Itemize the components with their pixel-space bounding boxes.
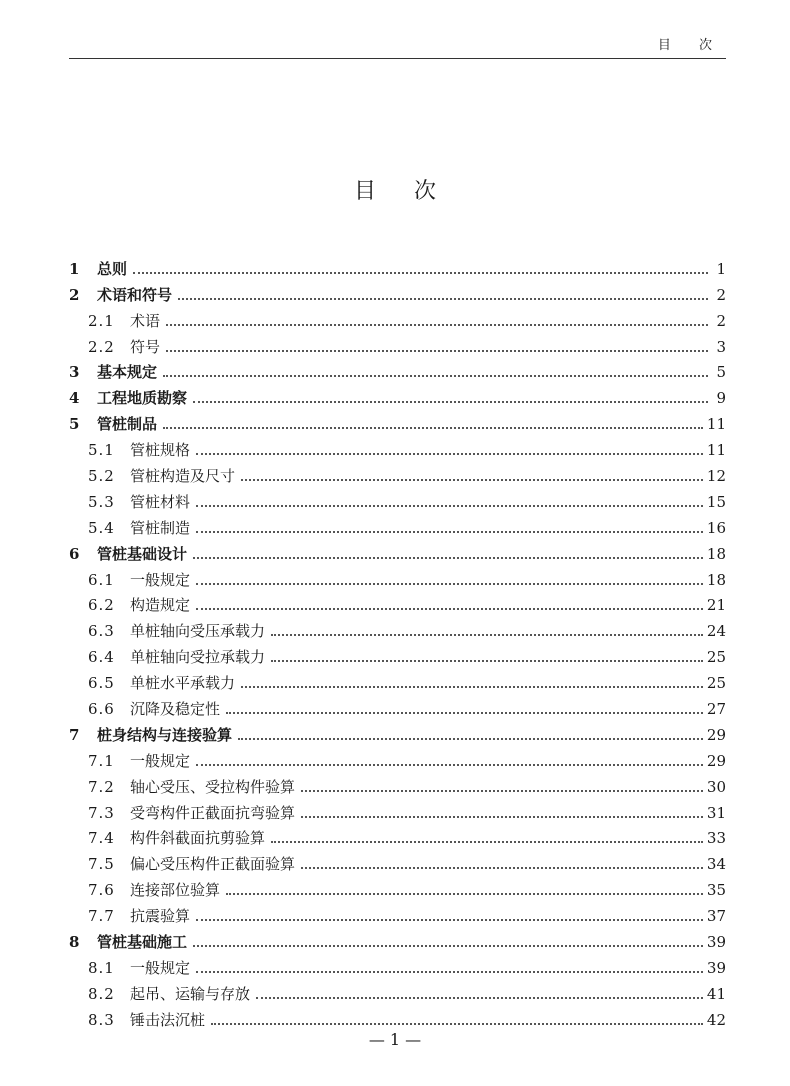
toc-dot-leader — [193, 401, 708, 403]
page-number: — 1 — — [368, 1030, 422, 1049]
toc-dot-leader — [196, 531, 703, 533]
page-title: 目次 — [353, 179, 474, 204]
toc-entry-page: 29 — [706, 751, 726, 770]
toc-section-entry[interactable] — [69, 590, 726, 616]
toc-entry-number: 7.7 — [88, 907, 115, 926]
toc-entry-title: 锤击法沉桩 — [130, 1010, 206, 1029]
toc-dot-leader — [256, 997, 703, 999]
toc-entry-number: 7.6 — [88, 881, 115, 900]
toc-chapter-entry[interactable] — [69, 926, 726, 952]
running-head — [69, 30, 726, 59]
toc-entry-page: 18 — [706, 544, 726, 563]
toc-section-entry[interactable] — [69, 331, 726, 357]
toc-dot-leader — [238, 738, 703, 740]
toc-entry-page: 30 — [706, 777, 726, 796]
toc-section-entry[interactable] — [69, 848, 726, 874]
toc-entry-title: 管桩制造 — [130, 518, 191, 537]
toc-entry-page: 25 — [706, 674, 726, 693]
toc-entry-page: 15 — [706, 492, 726, 511]
toc-entry-page: 2 — [716, 311, 726, 330]
toc-dot-leader — [193, 945, 703, 947]
toc-entry-number: 2.1 — [88, 311, 115, 330]
toc-entry-title: 单桩水平承载力 — [130, 674, 236, 693]
toc-entry-page: 12 — [706, 467, 726, 486]
toc-entry-number: 6.4 — [88, 648, 115, 667]
toc-entry-title: 单桩轴向受压承载力 — [130, 622, 266, 641]
toc-entry-title: 偏心受压构件正截面验算 — [130, 855, 296, 874]
toc-entry-title: 工程地质勘察 — [97, 389, 188, 408]
toc-dot-leader — [196, 505, 703, 507]
toc-section-entry[interactable] — [69, 460, 726, 486]
toc-section-entry[interactable] — [69, 1004, 726, 1030]
toc-dot-leader — [241, 479, 703, 481]
toc-section-entry[interactable] — [69, 978, 726, 1004]
toc-entry-title: 构件斜截面抗剪验算 — [130, 829, 266, 848]
toc-entry-page: 39 — [706, 958, 726, 977]
toc-entry-page: 42 — [706, 1010, 726, 1029]
toc-dot-leader — [163, 427, 703, 429]
toc-entry-title: 管桩制品 — [97, 415, 158, 434]
toc-entry-title: 沉降及稳定性 — [130, 700, 221, 719]
toc-section-entry[interactable] — [69, 952, 726, 978]
toc-section-entry[interactable] — [69, 900, 726, 926]
toc-dot-leader — [196, 919, 703, 921]
toc-chapter-entry[interactable] — [69, 719, 726, 745]
toc-entry-title: 受弯构件正截面抗弯验算 — [130, 803, 296, 822]
toc-entry-number: 7.4 — [88, 829, 115, 848]
toc-dot-leader — [133, 272, 708, 274]
toc-chapter-entry[interactable] — [69, 279, 726, 305]
toc-entry-number: 5.1 — [88, 441, 115, 460]
toc-entry-number: 6.5 — [88, 674, 115, 693]
toc-entry-page: 33 — [706, 829, 726, 848]
toc-entry-number: 5.3 — [88, 492, 115, 511]
toc-dot-leader — [196, 764, 703, 766]
toc-dot-leader — [193, 557, 703, 559]
toc-entry-title: 一般规定 — [130, 570, 191, 589]
toc-dot-leader — [196, 453, 703, 455]
running-head-text: 目 次 — [657, 38, 724, 53]
toc-entry-number: 6.3 — [88, 622, 115, 641]
toc-entry-page: 37 — [706, 907, 726, 926]
toc-entry-title: 术语和符号 — [97, 285, 173, 304]
toc-entry-title: 管桩规格 — [130, 441, 191, 460]
toc-entry-page: 2 — [716, 285, 726, 304]
toc-section-entry[interactable] — [69, 512, 726, 538]
toc-entry-title: 桩身结构与连接验算 — [97, 725, 233, 744]
toc-section-entry[interactable] — [69, 667, 726, 693]
toc-entry-title: 连接部位验算 — [130, 881, 221, 900]
toc-entry-title: 管桩材料 — [130, 492, 191, 511]
toc-entry-number: 6.1 — [88, 570, 115, 589]
toc-entry-number: 5.2 — [88, 467, 115, 486]
toc-dot-leader — [196, 583, 703, 585]
toc-chapter-entry[interactable] — [69, 253, 726, 279]
toc-dot-leader — [241, 686, 703, 688]
toc-entry-title: 管桩基础施工 — [97, 933, 188, 952]
toc-entry-page: 5 — [716, 363, 726, 382]
toc-section-entry[interactable] — [69, 771, 726, 797]
toc-entry-page: 1 — [716, 259, 726, 278]
toc-section-entry[interactable] — [69, 874, 726, 900]
toc-section-entry[interactable] — [69, 745, 726, 771]
toc-entry-page: 35 — [706, 881, 726, 900]
toc-dot-leader — [196, 608, 703, 610]
toc-entry-page: 34 — [706, 855, 726, 874]
toc-entry-number: 7 — [69, 725, 80, 744]
toc-entry-number: 2.2 — [88, 337, 115, 356]
toc-section-entry[interactable] — [69, 564, 726, 590]
toc-entry-page: 16 — [706, 518, 726, 537]
toc-entry-page: 11 — [706, 441, 726, 460]
toc-dot-leader — [211, 1023, 703, 1025]
toc-entry-number: 6.6 — [88, 700, 115, 719]
toc-entry-page: 39 — [706, 933, 726, 952]
toc-section-entry[interactable] — [69, 641, 726, 667]
toc-entry-title: 抗震验算 — [130, 907, 191, 926]
toc-dot-leader — [166, 350, 708, 352]
toc-entry-page: 3 — [716, 337, 726, 356]
toc-entry-title: 术语 — [130, 311, 161, 330]
toc-section-entry[interactable] — [69, 693, 726, 719]
toc-section-entry[interactable] — [69, 305, 726, 331]
toc-dot-leader — [163, 375, 708, 377]
toc-entry-title: 轴心受压、受拉构件验算 — [130, 777, 296, 796]
toc-entry-number: 7.3 — [88, 803, 115, 822]
toc-section-entry[interactable] — [69, 823, 726, 849]
toc-entry-page: 21 — [706, 596, 726, 615]
toc-dot-leader — [301, 816, 703, 818]
toc-entry-number: 7.5 — [88, 855, 115, 874]
table-of-contents — [69, 253, 726, 1030]
toc-chapter-entry[interactable] — [69, 357, 726, 383]
toc-dot-leader — [166, 324, 708, 326]
toc-entry-number: 5.4 — [88, 518, 115, 537]
toc-entry-title: 构造规定 — [130, 596, 191, 615]
toc-entry-page: 18 — [706, 570, 726, 589]
toc-entry-number: 1 — [69, 259, 80, 278]
toc-section-entry[interactable] — [69, 486, 726, 512]
toc-dot-leader — [271, 841, 703, 843]
toc-entry-title: 起吊、运输与存放 — [130, 984, 251, 1003]
toc-entry-number: 4 — [69, 389, 80, 408]
toc-entry-title: 总则 — [97, 259, 128, 278]
toc-entry-title: 管桩基础设计 — [97, 544, 188, 563]
toc-dot-leader — [178, 298, 708, 300]
toc-entry-title: 单桩轴向受拉承载力 — [130, 648, 266, 667]
toc-dot-leader — [226, 712, 703, 714]
toc-entry-page: 31 — [706, 803, 726, 822]
toc-chapter-entry[interactable] — [69, 382, 726, 408]
toc-entry-number: 6 — [69, 544, 80, 563]
toc-dot-leader — [226, 893, 703, 895]
toc-entry-title: 管桩构造及尺寸 — [130, 467, 236, 486]
toc-entry-page: 27 — [706, 700, 726, 719]
toc-entry-number: 7.2 — [88, 777, 115, 796]
toc-dot-leader — [301, 867, 703, 869]
toc-entry-number: 8 — [69, 933, 80, 952]
toc-dot-leader — [301, 790, 703, 792]
toc-dot-leader — [196, 971, 703, 973]
toc-entry-number: 8.3 — [88, 1010, 115, 1029]
toc-entry-page: 29 — [706, 725, 726, 744]
toc-chapter-entry[interactable] — [69, 538, 726, 564]
toc-section-entry[interactable] — [69, 797, 726, 823]
toc-entry-page: 41 — [706, 984, 726, 1003]
toc-entry-title: 基本规定 — [97, 363, 158, 382]
toc-entry-title: 符号 — [130, 337, 161, 356]
toc-entry-page: 9 — [716, 389, 726, 408]
toc-entry-number: 7.1 — [88, 751, 115, 770]
toc-entry-number: 2 — [69, 285, 80, 304]
toc-entry-number: 5 — [69, 415, 80, 434]
toc-entry-page: 24 — [706, 622, 726, 641]
toc-entry-number: 8.1 — [88, 958, 115, 977]
toc-entry-number: 3 — [69, 363, 80, 382]
toc-section-entry[interactable] — [69, 615, 726, 641]
toc-dot-leader — [271, 634, 703, 636]
toc-entry-title: 一般规定 — [130, 958, 191, 977]
toc-entry-page: 11 — [706, 415, 726, 434]
toc-entry-number: 8.2 — [88, 984, 115, 1003]
toc-entry-number: 6.2 — [88, 596, 115, 615]
toc-entry-page: 25 — [706, 648, 726, 667]
toc-chapter-entry[interactable] — [69, 408, 726, 434]
toc-dot-leader — [271, 660, 703, 662]
toc-section-entry[interactable] — [69, 434, 726, 460]
toc-entry-title: 一般规定 — [130, 751, 191, 770]
